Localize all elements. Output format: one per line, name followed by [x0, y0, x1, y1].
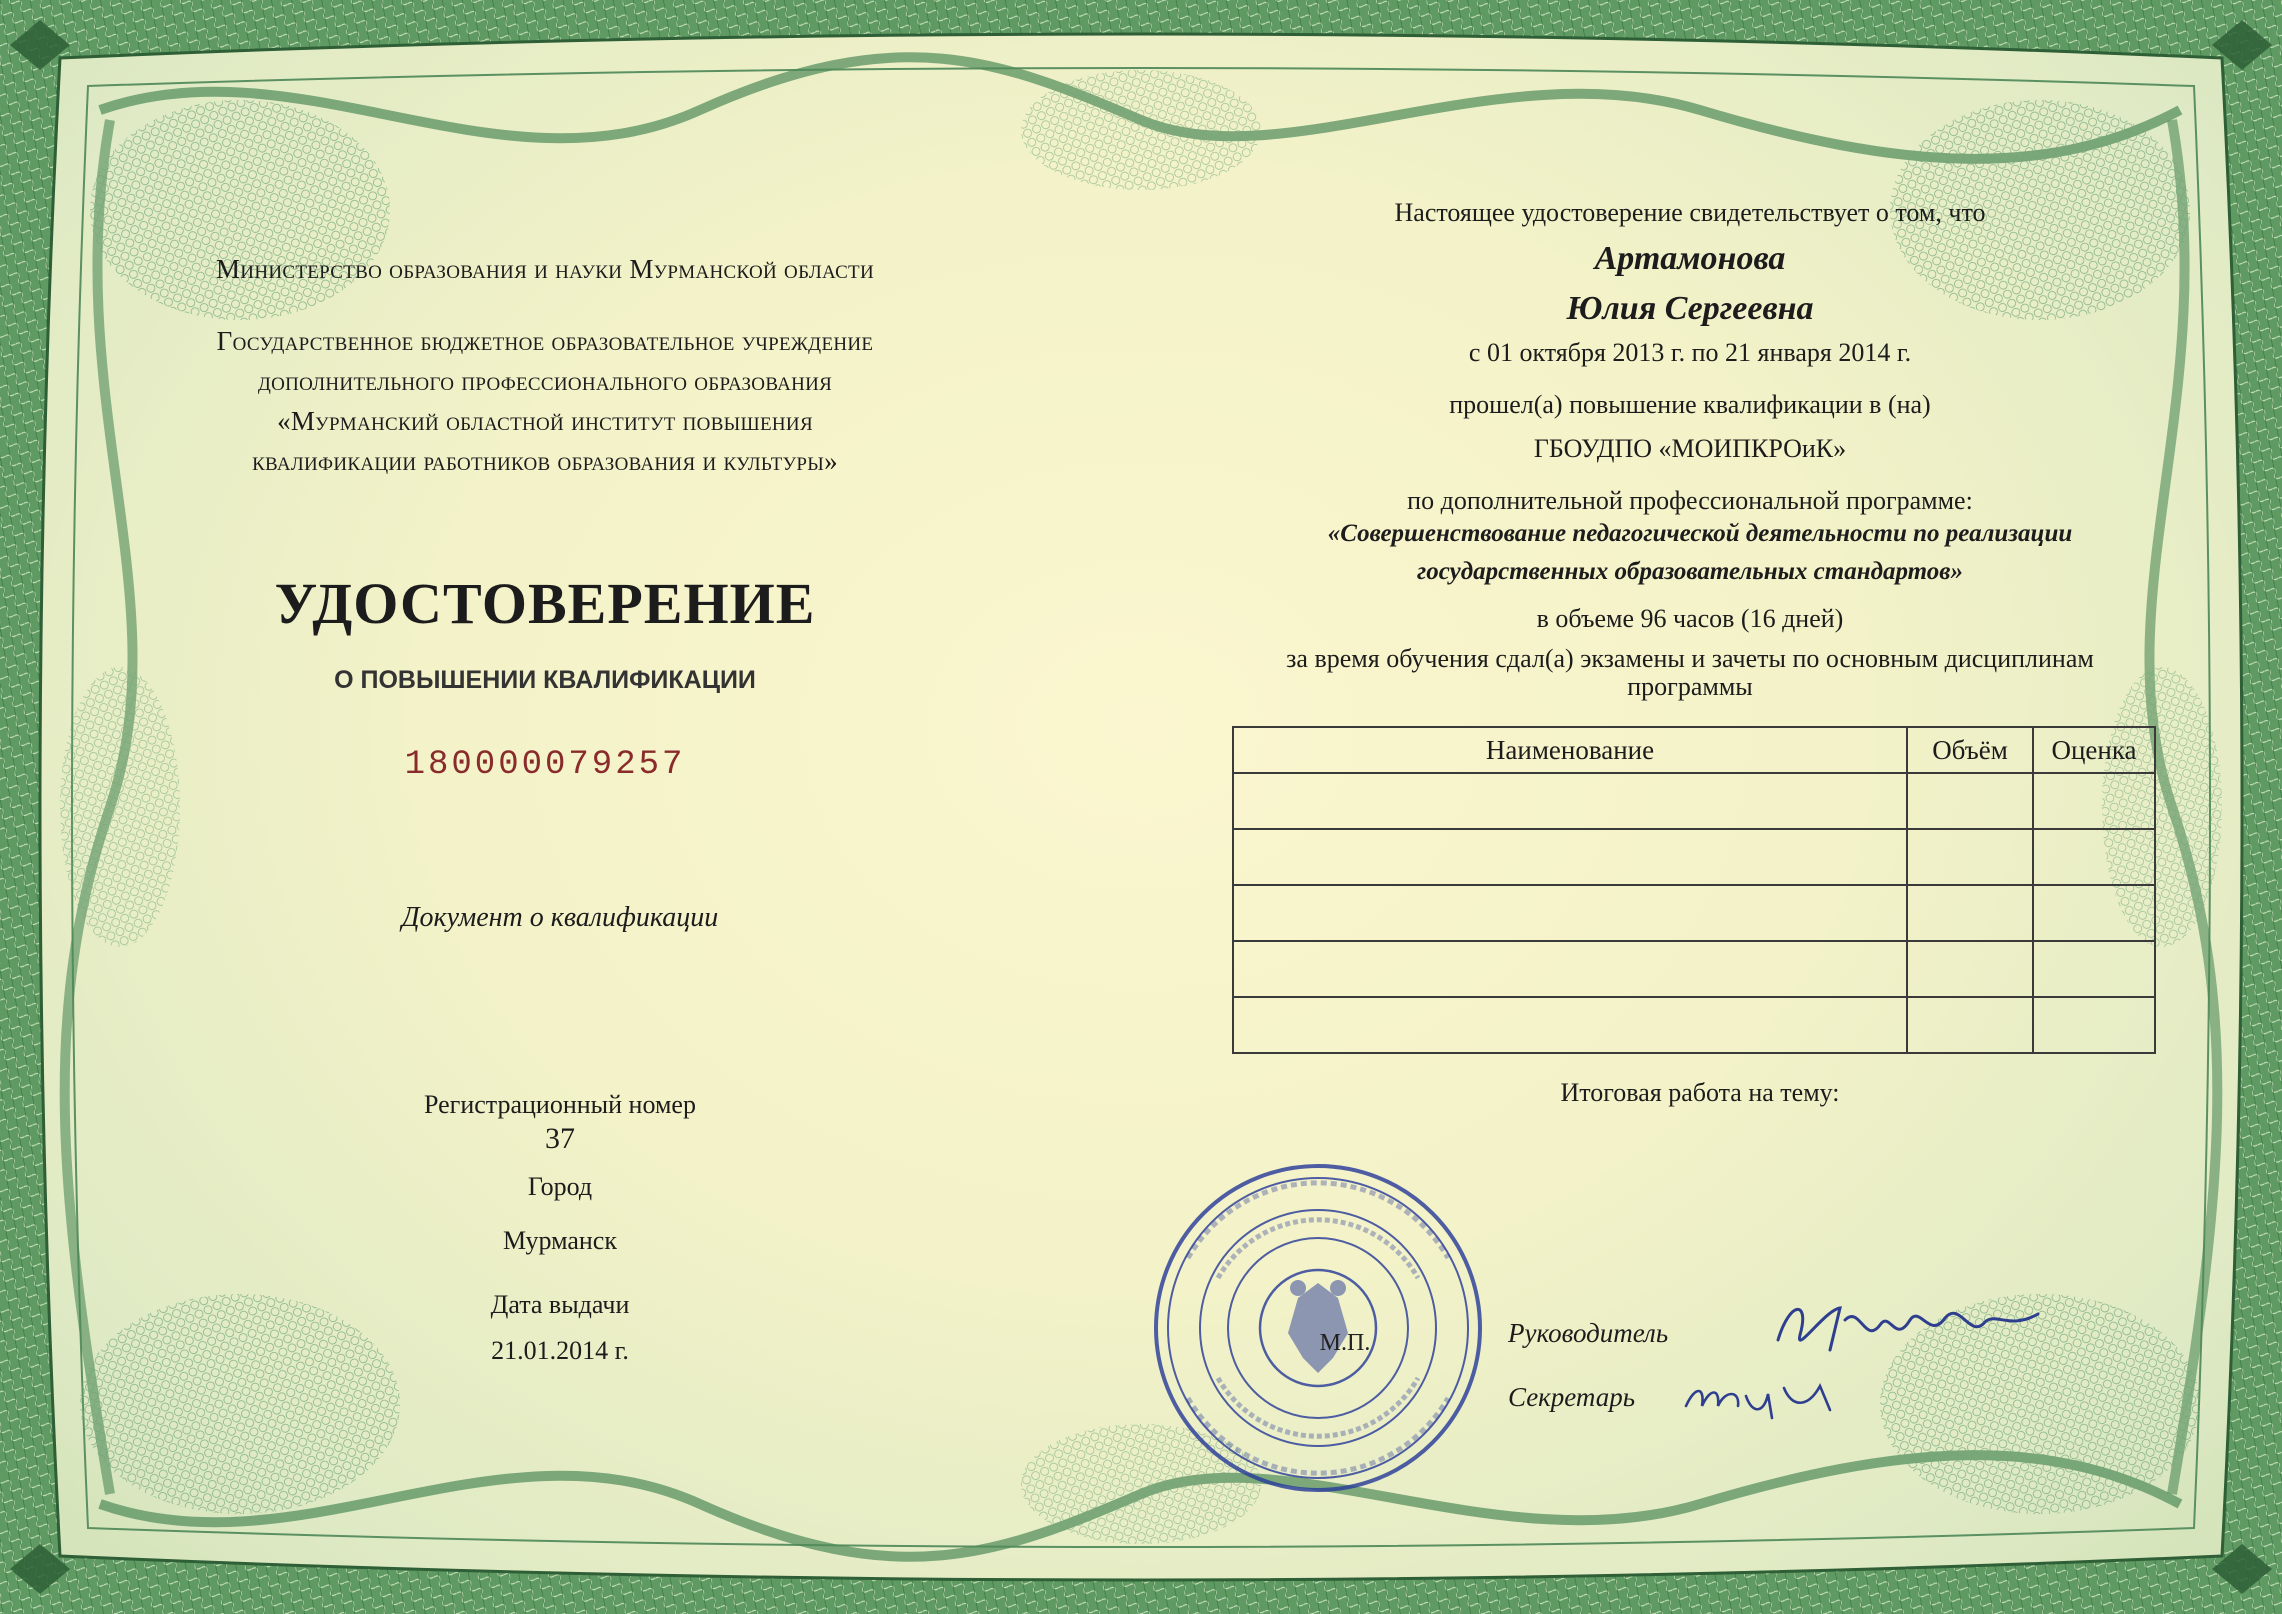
program-intro: по дополнительной профессиональной программе: — [1407, 486, 1973, 515]
final-work-label: Итоговая работа на тему: — [1560, 1078, 1840, 1107]
column-header-grade: Оценка — [2033, 727, 2155, 773]
reg-number-value: 37 — [545, 1122, 575, 1155]
institution-line-2: дополнительного профессионального образования — [257, 366, 833, 396]
issue-date-value: 21.01.2014 г. — [491, 1336, 629, 1365]
city-label: Город — [527, 1172, 593, 1201]
table-row — [1233, 941, 2155, 997]
table-row — [1233, 885, 2155, 941]
table-row — [1233, 829, 2155, 885]
doc-type: Документ о квалификации — [401, 902, 719, 933]
intro-text: Настоящее удостоверение свидетельствует о том, что — [1394, 198, 1986, 227]
exams-text-line-1: за время обучения сдал(а) экзамены и зачеты по основным дисциплинам — [1286, 644, 2094, 673]
training-period: с 01 октября 2013 г. по 21 января 2014 г. — [1468, 338, 1912, 367]
serial-number: 180000079257 — [404, 746, 686, 784]
document-title: УДОСТОВЕРЕНИЕ — [274, 571, 816, 636]
secretary-label: Секретарь — [1508, 1382, 1636, 1412]
institution-line-1: Государственное бюджетное образовательное учреждение — [216, 326, 874, 356]
official-seal-stamp — [1148, 1158, 1488, 1498]
program-name-line-1: «Совершенствование педагогической деятельности по реализации — [1327, 520, 2073, 547]
city-value: Мурманск — [503, 1226, 617, 1255]
table-row — [1233, 773, 2155, 829]
institution-line-4: квалификации работников образования и культуры» — [252, 446, 838, 476]
seal-mp-mark: М.П. — [1319, 1330, 1371, 1356]
reg-number-label: Регистрационный номер — [424, 1090, 696, 1119]
recipient-surname: Артамонова — [1594, 240, 1786, 277]
head-signature — [1770, 1290, 2050, 1370]
table-header-row — [1233, 727, 2155, 773]
exams-text-line-2: программы — [1627, 672, 1753, 701]
institution-line-3: «Мурманский областной институт повышения — [277, 406, 813, 436]
column-header-volume: Объём — [1907, 727, 2033, 773]
head-label: Руководитель — [1508, 1318, 1669, 1348]
recipient-given-names: Юлия Сергеевна — [1566, 290, 1814, 327]
organization-short: ГБОУДПО «МОИПКРОиК» — [1533, 434, 1847, 463]
column-header-name: Наименование — [1233, 727, 1907, 773]
document-subtitle: О ПОВЫШЕНИИ КВАЛИФИКАЦИИ — [334, 666, 756, 694]
table-row — [1233, 997, 2155, 1053]
program-name-line-2: государственных образовательных стандартов» — [1417, 558, 1963, 585]
ministry-name: Министерство образования и науки Мурманской области — [216, 254, 874, 284]
passed-text: прошел(а) повышение квалификации в (на) — [1449, 390, 1931, 419]
secretary-signature — [1680, 1366, 1840, 1426]
issue-date-label: Дата выдачи — [490, 1290, 630, 1319]
disciplines-table — [1232, 726, 2156, 1054]
program-volume: в объеме 96 часов (16 дней) — [1536, 604, 1844, 633]
